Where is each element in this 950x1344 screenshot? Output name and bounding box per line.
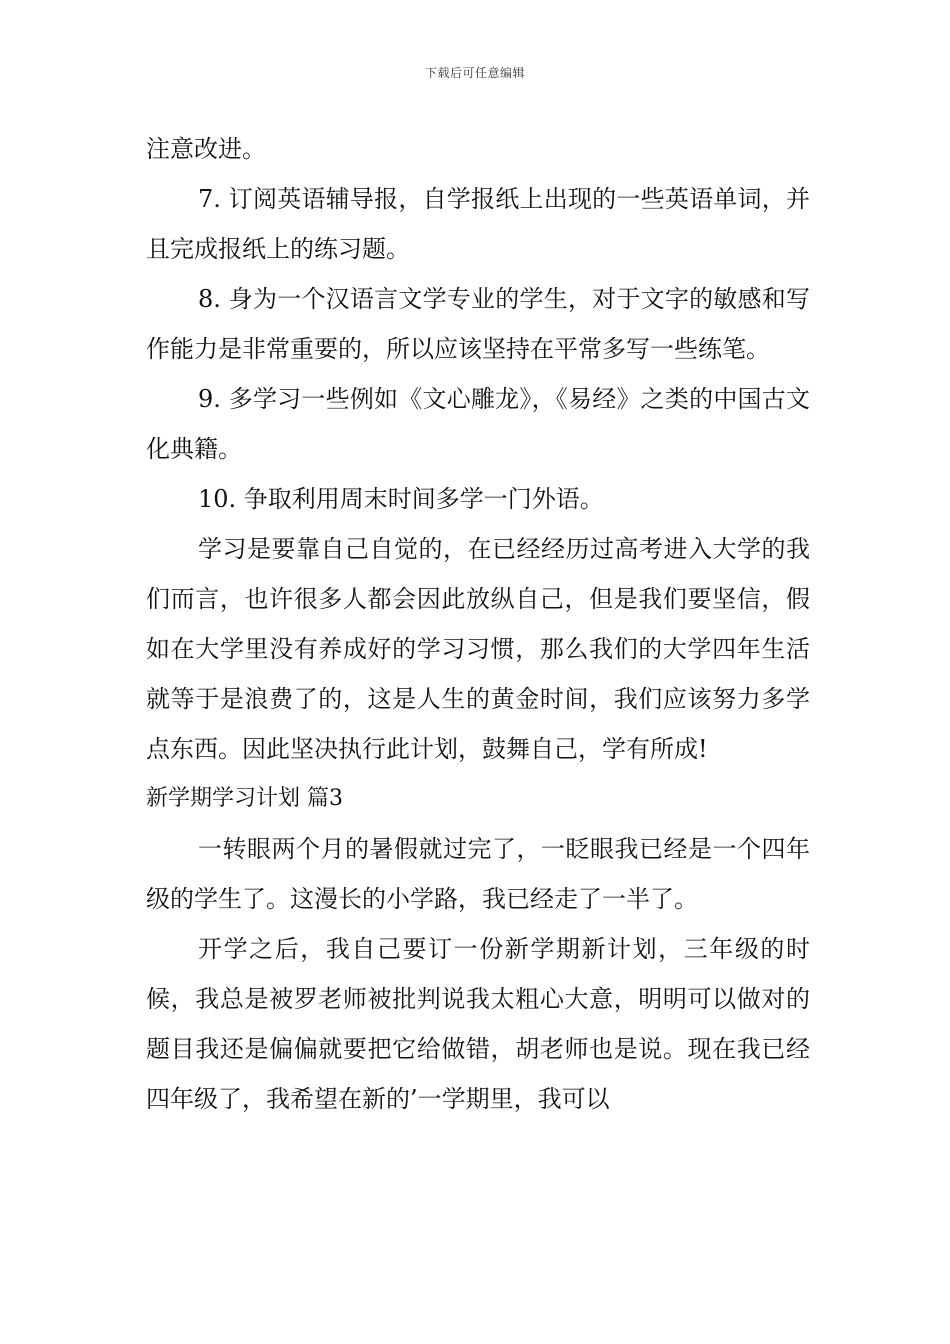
paragraph-item-8: 8. 身为一个汉语言文学专业的学生，对于文字的敏感和写作能力是非常重要的，所以应该坚持在平常多写一些练笔。	[146, 285, 810, 363]
paragraph-continuation: 注意改进。	[146, 135, 266, 163]
paragraph-item-9: 9. 多学习一些例如《文心雕龙》，《易经》之类的中国古文化典籍。	[146, 385, 810, 463]
paragraph-plan: 开学之后，我自己要订一份新学期新计划，三年级的时候，我总是被罗老师被批判说我太粗心大意，明明可以做对的题目我还是偏偏就要把它给做错，胡老师也是说。现在我已经四年级了，我希望在新的’一学期里，我可以	[146, 935, 810, 1113]
page-header-note: 下载后可任意编辑	[424, 66, 525, 80]
paragraph-conclusion: 学习是要靠自己自觉的，在已经经历过高考进入大学的我们而言，也许很多人都会因此放纵自己，但是我们要坚信，假如在大学里没有养成好的学习习惯，那么我们的大学四年生活就等于是浪费了的，这是人生的黄金时间，我们应该努力多学点东西。因此坚决执行此计划，鼓舞自己，学有所成!	[146, 535, 810, 763]
paragraph-item-7: 7. 订阅英语辅导报，自学报纸上出现的一些英语单词，并且完成报纸上的练习题。	[146, 185, 810, 263]
paragraph-item-10: 10. 争取利用周末时间多学一门外语。	[198, 485, 604, 513]
document-body	[146, 124, 810, 1124]
paragraph-intro: 一转眼两个月的暑假就过完了，一眨眼我已经是一个四年级的学生了。这漫长的小学路，我已经走了一半了。	[146, 835, 810, 913]
section-heading: 新学期学习计划 篇3	[146, 786, 343, 811]
